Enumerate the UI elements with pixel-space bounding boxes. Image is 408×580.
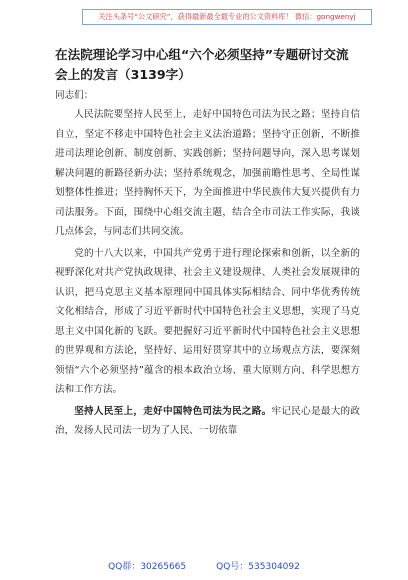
title-text: 在法院理论学习中心组“六个必须坚持”专题研讨交流会上的发言 xyxy=(55,47,349,82)
paragraph-3 xyxy=(55,402,360,441)
promo-banner xyxy=(82,9,372,25)
paragraph-1 xyxy=(55,105,360,242)
document-title xyxy=(55,45,360,85)
paragraph-2-text: 党的十八大以来，中国共产党勇于进行理论探索和创新，以全新的视野深化对共产党执政规律、社会主义建设规律、人类社会发展规律的认识，把马克思主义基本原理同中国具体实际相结合、同中华优秀传统文化相结合，形成了习近平新时代中国特色社会主义思想，实现了马克思主义中国化新的飞跃。要把握好习近平新时代中国特色社会主义思想的世界观和方法论，坚持好、运用好贯穿其中的立场观点方法，要深刻领悟“六个必须坚持”蕴含的根本政治立场、重大原则方向、科学思想方法和工作方法。 xyxy=(55,247,360,395)
contact-footer xyxy=(0,559,408,575)
greeting: 同志们： xyxy=(55,90,94,101)
qq-number: QQ号：535304092 xyxy=(216,562,300,572)
paragraph-3-text: 牢记民心是最大的政治，发扬人民司法一切为了人民、一切依靠 xyxy=(55,405,361,436)
paragraph-2 xyxy=(55,244,360,400)
section-heading: 坚持人民至上，走好中国特色司法为民之路。 xyxy=(74,405,272,417)
qq-group: QQ群：30265665 xyxy=(108,562,187,572)
word-count: （3139字） xyxy=(117,67,191,82)
promo-banner-text: 关注头条号“公文研究”，获得最新最全最专业的公文资料库！ 微信：gongwenyj xyxy=(98,12,356,21)
paragraph-1-text: 人民法院要坚持人民至上，走好中国特色司法为民之路；坚持自信自立，坚定不移走中国特色社会主义法治道路；坚持守正创新，不断推进司法理论创新、制度创新、实践创新；坚持问题导向，深入思考谋划解决问题的新路径新办法；坚持系统观念，加强前瞻性思考、全局性谋划整体性推进；坚持胸怀天下，为全面推进中华民族伟大复兴提供有力司法服务。下面，围绕中心组交流主题，结合全市司法工作实际，我谈几点体会，与同志们共同交流。 xyxy=(55,109,360,237)
document-page xyxy=(55,45,360,441)
